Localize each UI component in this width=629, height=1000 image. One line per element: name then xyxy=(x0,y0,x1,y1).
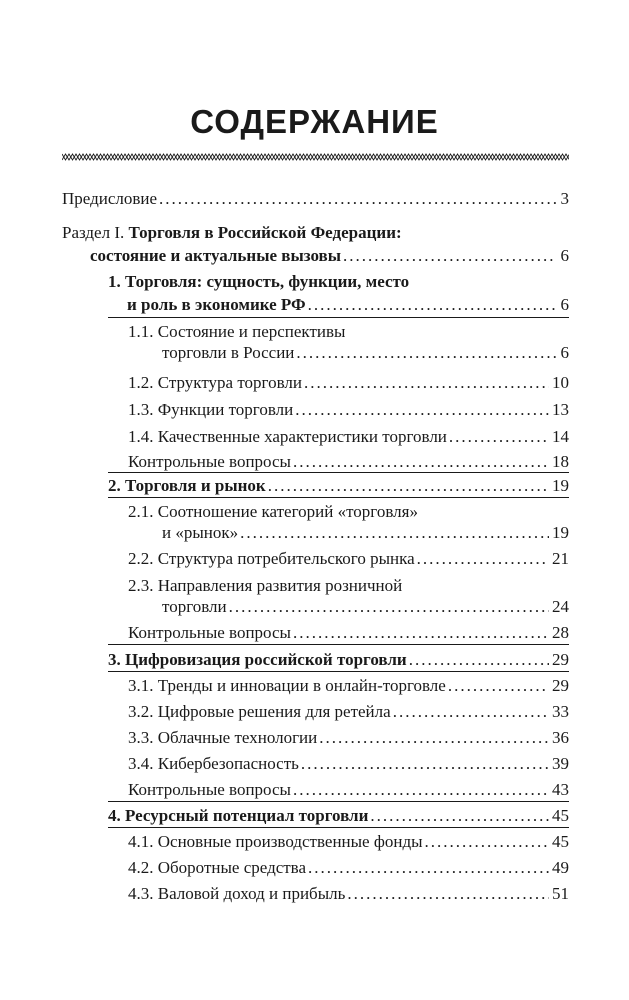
toc-entry-label: 1.2. Структура торговли xyxy=(128,373,302,392)
toc-entry-chapter-1[interactable] xyxy=(127,294,569,315)
section-title-line2: состояние и актуальные вызовы xyxy=(90,246,341,265)
separator-line xyxy=(108,317,569,318)
section-title-line1: Торговля в Российской Федерации: xyxy=(128,223,402,242)
toc-entry-label: 1.3. Функции торговли xyxy=(128,400,294,419)
chapter-title: 4. Ресурсный потенциал торговли xyxy=(108,806,369,825)
toc-page-number: 19 xyxy=(552,476,569,495)
toc-entry-1-3[interactable] xyxy=(128,399,569,420)
toc-entry-label: 4.3. Валовой доход и прибыль xyxy=(128,884,346,903)
toc-page-number: 21 xyxy=(552,549,569,568)
leader-dots xyxy=(448,675,549,696)
toc-page-number: 3 xyxy=(560,189,569,208)
separator-line xyxy=(108,497,569,498)
toc-entry-3-3[interactable] xyxy=(128,727,569,748)
leader-dots xyxy=(319,727,549,748)
toc-entry-1-review[interactable] xyxy=(128,451,569,472)
toc-entry-2-2[interactable] xyxy=(128,548,569,569)
leader-dots xyxy=(393,701,549,722)
leader-dots xyxy=(293,622,549,643)
toc-entry-4-3[interactable] xyxy=(128,883,569,904)
toc-page-number: 19 xyxy=(552,523,569,542)
toc-page-number: 28 xyxy=(552,623,569,642)
chapter-title: 2. Торговля и рынок xyxy=(108,476,266,495)
leader-dots xyxy=(308,294,556,315)
toc-page-number: 10 xyxy=(552,373,569,392)
separator-line xyxy=(108,671,569,672)
leader-dots xyxy=(308,857,549,878)
leader-dots xyxy=(296,342,556,363)
page-title: СОДЕРЖАНИЕ xyxy=(190,103,439,140)
toc-page-number: 24 xyxy=(552,597,569,616)
toc-page-number: 6 xyxy=(560,343,569,362)
toc-chapter-1-title[interactable]: 1. Торговля: сущность, функции, место xyxy=(108,272,410,291)
leader-dots xyxy=(417,548,549,569)
toc-item-1-1-title[interactable]: 1.1. Состояние и перспективы xyxy=(128,322,346,341)
toc-entry-2-1[interactable] xyxy=(162,522,569,543)
leader-dots xyxy=(295,399,549,420)
toc-item-2-1-title[interactable]: 2.1. Соотношение категорий «торговля» xyxy=(128,502,418,521)
toc-entry-label: 3.1. Тренды и инновации в онлайн-торговле xyxy=(128,676,446,695)
toc-entry-2-review[interactable] xyxy=(128,622,569,643)
toc-entry-chapter-3[interactable] xyxy=(108,649,569,670)
toc-entry-label: Предисловие xyxy=(62,189,158,208)
leader-dots xyxy=(343,245,556,266)
toc-page-number: 29 xyxy=(552,650,569,669)
leader-dots xyxy=(409,649,549,670)
toc-page-number: 39 xyxy=(552,754,569,773)
toc-item-2-3-title[interactable]: 2.3. Направления развития розничной xyxy=(128,576,403,595)
leader-dots xyxy=(425,831,549,852)
toc-entry-label: торговли в России xyxy=(162,343,295,362)
toc-entry-chapter-4[interactable] xyxy=(108,805,569,826)
separator-line xyxy=(108,472,569,473)
toc-entry-label: и «рынок» xyxy=(162,523,239,542)
chapter-title-line2: и роль в экономике РФ xyxy=(127,295,306,314)
toc-section-1-title[interactable] xyxy=(62,222,402,243)
leader-dots xyxy=(240,522,549,543)
leader-dots xyxy=(370,805,549,826)
toc-entry-3-review[interactable] xyxy=(128,779,569,800)
toc-entry-4-1[interactable] xyxy=(128,831,569,852)
toc-page-number: 29 xyxy=(552,676,569,695)
leader-dots xyxy=(449,426,549,447)
toc-entry-2-3[interactable] xyxy=(162,596,569,617)
toc-page-number: 45 xyxy=(552,806,569,825)
leader-dots xyxy=(347,883,549,904)
toc-entry-1-1[interactable] xyxy=(162,342,569,363)
toc-entry-chapter-2[interactable] xyxy=(108,475,569,496)
toc-entry-label: Контрольные вопросы xyxy=(128,623,291,642)
separator-line xyxy=(108,801,569,802)
leader-dots xyxy=(301,753,549,774)
toc-entry-3-4[interactable] xyxy=(128,753,569,774)
toc-page-number: 36 xyxy=(552,728,569,747)
toc-entry-label: 4.1. Основные производственные фонды xyxy=(128,832,423,851)
toc-entry-1-2[interactable] xyxy=(128,372,569,393)
toc-entry-label: Контрольные вопросы xyxy=(128,780,291,799)
toc-entry-1-4[interactable] xyxy=(128,426,569,447)
toc-page-number: 13 xyxy=(552,400,569,419)
toc-entry-label: 3.2. Цифровые решения для ретейла xyxy=(128,702,391,721)
toc-entry-label: Контрольные вопросы xyxy=(128,452,291,471)
toc-page-number: 45 xyxy=(552,832,569,851)
section-prefix: Раздел I. xyxy=(62,223,129,242)
toc-entry-preface[interactable] xyxy=(62,188,569,209)
toc-page-number: 51 xyxy=(552,884,569,903)
toc-page-number: 18 xyxy=(552,452,569,471)
toc-page-number: 49 xyxy=(552,858,569,877)
toc-entry-4-2[interactable] xyxy=(128,857,569,878)
toc-entry-section-1[interactable] xyxy=(90,245,569,266)
toc-entry-label: 2.2. Структура потребительского рынка xyxy=(128,549,415,568)
leader-dots xyxy=(293,451,549,472)
toc-entry-3-2[interactable] xyxy=(128,701,569,722)
toc-entry-label: 4.2. Оборотные средства xyxy=(128,858,307,877)
toc-entry-label: 1.4. Качественные характеристики торговли xyxy=(128,427,447,446)
leader-dots xyxy=(268,475,549,496)
chapter-title: 3. Цифровизация российской торговли xyxy=(108,650,407,669)
leader-dots xyxy=(293,779,549,800)
separator-line xyxy=(108,827,569,828)
toc-page-number: 14 xyxy=(552,427,569,446)
toc-entry-label: 3.3. Облачные технологии xyxy=(128,728,318,747)
toc-entry-label: 3.4. Кибербезопасность xyxy=(128,754,299,773)
leader-dots xyxy=(159,188,556,209)
toc-entry-3-1[interactable] xyxy=(128,675,569,696)
toc-page-number: 6 xyxy=(560,295,569,314)
leader-dots xyxy=(304,372,549,393)
leader-dots xyxy=(229,596,549,617)
toc-page-number: 6 xyxy=(560,246,569,265)
toc-page-number: 43 xyxy=(552,780,569,799)
toc-page-number: 33 xyxy=(552,702,569,721)
separator-line xyxy=(108,644,569,645)
toc-entry-label: торговли xyxy=(162,597,227,616)
